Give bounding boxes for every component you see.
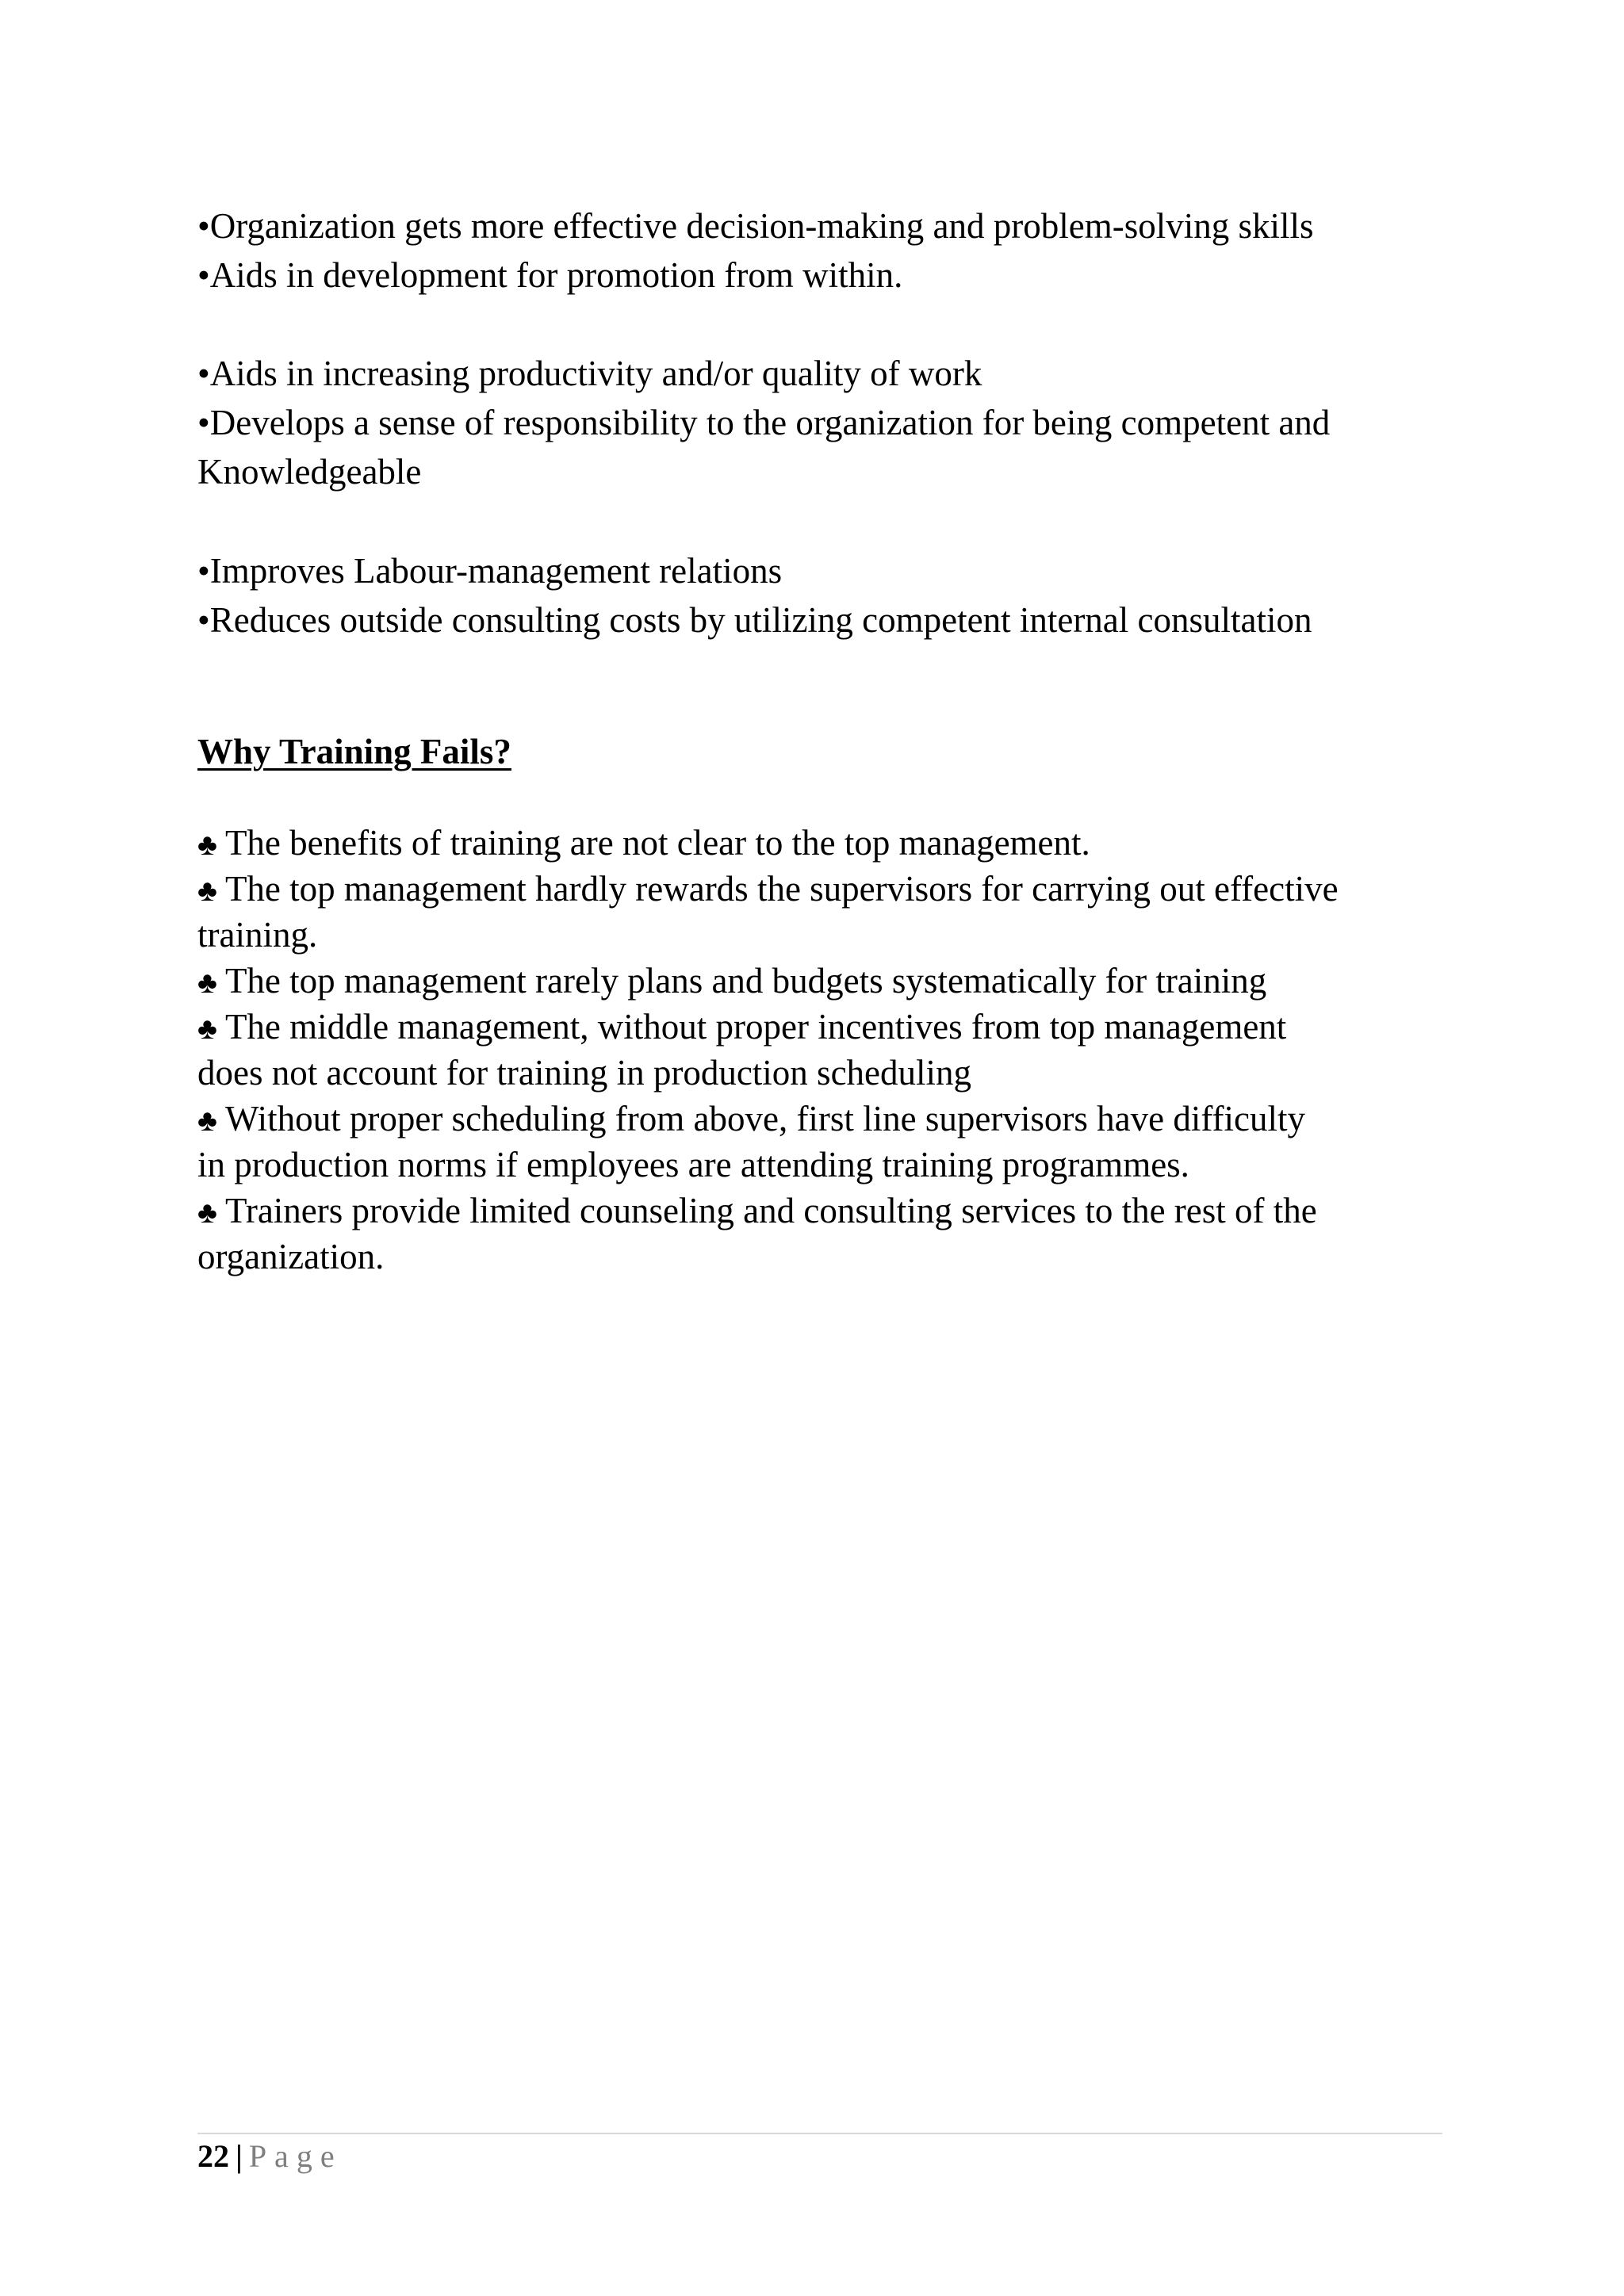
section-heading: Why Training Fails? <box>197 732 511 771</box>
fail-reason-text: The benefits of training are not clear to the top management. <box>224 823 1090 863</box>
fail-reason-item <box>197 958 1266 1006</box>
fail-reason-item <box>197 820 1090 868</box>
fail-reason-text: Trainers provide limited counseling and consulting services to the rest of the <box>224 1191 1317 1230</box>
fail-reason-item <box>197 866 1339 914</box>
footer-divider <box>197 2133 1442 2134</box>
benefit-item-continuation: Knowledgeable <box>197 452 422 492</box>
fail-reason-text: Without proper scheduling from above, first line supervisors have difficulty <box>224 1099 1305 1138</box>
benefit-item: •Aids in increasing productivity and/or quality of work <box>197 354 982 393</box>
fail-reason-continuation: training. <box>197 915 318 955</box>
fail-reason-item <box>197 1188 1317 1236</box>
page-number: 22 <box>197 2138 229 2174</box>
club-bullet-icon: ♣ <box>197 1104 217 1138</box>
benefit-item: •Organization gets more effective decision-making and problem-solving skills <box>197 206 1314 246</box>
page-footer <box>197 2136 343 2177</box>
fail-reason-item <box>197 1096 1305 1144</box>
fail-reason-continuation: organization. <box>197 1237 385 1276</box>
fail-reason-item <box>197 1004 1286 1052</box>
club-bullet-icon: ♣ <box>197 1196 217 1230</box>
club-bullet-icon: ♣ <box>197 828 217 862</box>
fail-reason-text: The middle management, without proper incentives from top management <box>224 1007 1287 1047</box>
fail-reason-continuation: does not account for training in production scheduling <box>197 1053 972 1093</box>
footer-separator: | <box>236 2138 243 2174</box>
benefit-item: •Reduces outside consulting costs by utilizing competent internal consultation <box>197 600 1312 640</box>
benefit-item: •Improves Labour-management relations <box>197 551 783 591</box>
page-label: Page <box>248 2138 343 2174</box>
club-bullet-icon: ♣ <box>197 966 217 1000</box>
club-bullet-icon: ♣ <box>197 1012 217 1046</box>
club-bullet-icon: ♣ <box>197 874 217 908</box>
benefit-item: •Aids in development for promotion from within. <box>197 255 903 295</box>
benefit-item: •Develops a sense of responsibility to the organization for being competent and <box>197 403 1331 442</box>
fail-reason-continuation: in production norms if employees are attending training programmes. <box>197 1145 1189 1184</box>
fail-reason-text: The top management hardly rewards the supervisors for carrying out effective <box>224 869 1339 909</box>
fail-reason-text: The top management rarely plans and budgets systematically for training <box>224 961 1267 1001</box>
